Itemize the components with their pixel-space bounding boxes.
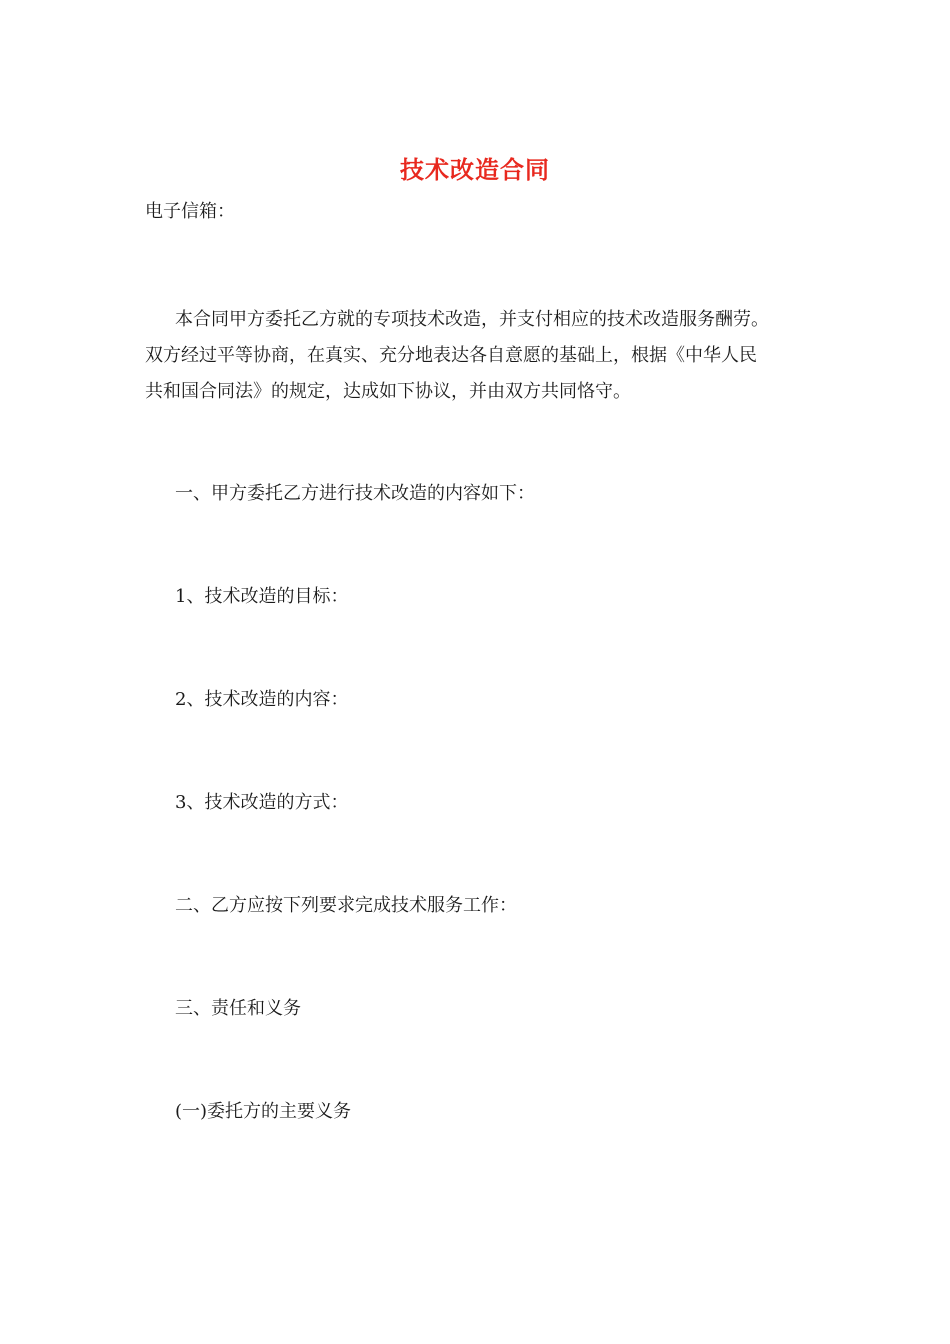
clause-1-3: 3、技术改造的方式： [175,792,349,813]
subsection-heading-3-1: (一)委托方的主要义务 [175,1101,352,1122]
intro-paragraph [145,302,805,410]
intro-line-2: 双方经过平等协商，在真实、充分地表达各自意愿的基础上，根据《中华人民 [145,345,757,366]
intro-line-1: 本合同甲方委托乙方就的专项技术改造，并支付相应的技术改造服务酬劳。 [175,309,769,330]
intro-line-3: 共和国合同法》的规定，达成如下协议，并由双方共同恪守。 [145,381,631,402]
clause-1-2: 2、技术改造的内容： [175,689,349,710]
section-heading-2: 二、乙方应按下列要求完成技术服务工作： [175,895,517,916]
email-label: 电子信箱： [145,201,235,222]
section-heading-3: 三、责任和义务 [175,998,301,1019]
section-heading-1: 一、甲方委托乙方进行技术改造的内容如下： [175,483,535,504]
clause-1-1: 1、技术改造的目标： [175,586,349,607]
document-title: 技术改造合同 [400,156,550,184]
